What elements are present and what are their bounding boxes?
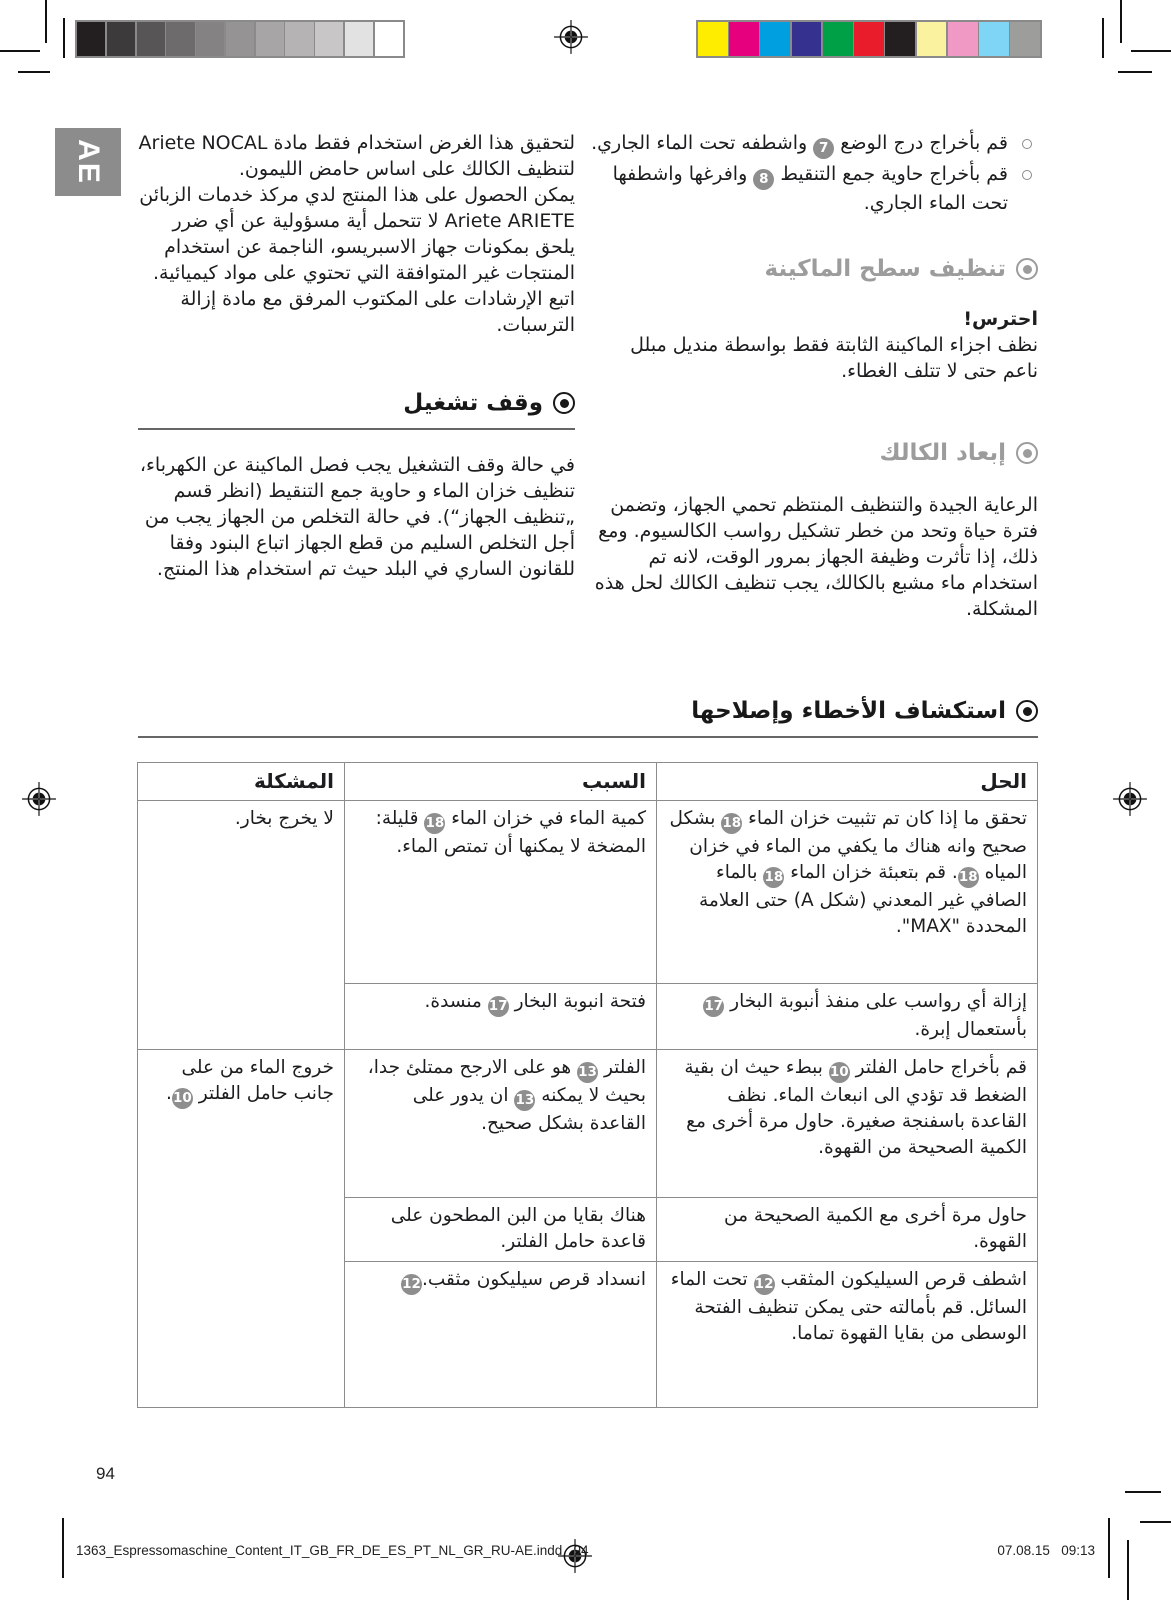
section-heading-shutdown bbox=[138, 390, 575, 430]
rinse-steps-list bbox=[590, 130, 1038, 216]
calibration-swatch bbox=[698, 22, 728, 56]
paragraph: يمكن الحصول على هذا المنتج لدي مركذ خدمات الزبائن Ariete ARIETE لا تتحمل أية مسؤولية عن أي ضرر يلحق بمكونات جهاز الاسبريسو، الناجمة عن استخدام المنتجات غير المتوافقة التي تحتوي على مواد كيميائية. اتبع الإرشادات على المكتوب المرفق مع مادة إزالة الترسبات. bbox=[139, 184, 575, 336]
calibration-swatch bbox=[256, 22, 284, 56]
calibration-swatch bbox=[948, 22, 978, 56]
part-number-badge: 10 bbox=[829, 1062, 850, 1083]
main-content bbox=[138, 130, 1038, 622]
bullseye-icon bbox=[553, 392, 575, 414]
descaling-body: الرعاية الجيدة والتنظيف المنتظم تحمي الجهاز، وتضمن فترة حياة وتحد من خطر تشكيل رواسب الكالسيوم. ومع ذلك، إذا تأثرت وظيفة الجهاز بمرور الوقت، لانه تم استخدام ماء مشبع بالكالك، يجب تنظيف الكالك لحل هذه المشكلة. bbox=[594, 494, 1038, 620]
crop-mark bbox=[1127, 1540, 1129, 1600]
cause-cell: كمية الماء في خزان الماء 18 قليلة: المضخة لا يمكنها أن تمتص الماء. bbox=[345, 801, 657, 984]
part-number-badge: 18 bbox=[424, 813, 445, 834]
column-left bbox=[138, 130, 575, 622]
paragraph: لتحقيق هذا الغرض استخدام فقط مادة Ariete NOCAL لتنظيف الكالك على اساس حامض الليمون. bbox=[138, 132, 575, 180]
crop-mark bbox=[0, 50, 40, 52]
cause-cell: فتحة انبوبة البخار 17 منسدة. bbox=[345, 984, 657, 1050]
shutdown-body: في حالة وقف التشغيل يجب فصل الماكينة عن الكهرباء، تنظيف خزان الماء و حاوية جمع التنقيط (انظر قسم „تنظيف الجهاز“). في حالة التخلص من الجهاز يجب من أجل التخلص السليم من قطع الجهاز اتباع البنود وفقا للقانون الساري في البلد حيث تم استخدام هذا المنتج. bbox=[139, 454, 575, 580]
calibration-swatch bbox=[760, 22, 790, 56]
calibration-swatch bbox=[107, 22, 135, 56]
calibration-swatch bbox=[792, 22, 822, 56]
part-number-badge: 8 bbox=[753, 169, 774, 190]
calibration-swatch bbox=[196, 22, 224, 56]
section-title: تنظيف سطح الماكينة bbox=[764, 256, 1006, 282]
cause-cell: انسداد قرص سيليكون مثقب.12 bbox=[345, 1262, 657, 1408]
section-heading-descaling bbox=[590, 440, 1038, 466]
cause-cell: الفلتر 13 هو على الارجح ممتلئ جدا، بحيث لا يمكنه 13 ان يدور على القاعدة بشكل صحيح. bbox=[345, 1050, 657, 1198]
part-number-badge: 10 bbox=[172, 1088, 193, 1109]
crop-mark bbox=[18, 71, 50, 73]
part-number-badge: 13 bbox=[514, 1090, 535, 1111]
calibration-swatch bbox=[137, 22, 165, 56]
part-number-badge: 7 bbox=[813, 138, 834, 159]
calibration-swatch bbox=[226, 22, 254, 56]
part-number-badge: 18 bbox=[958, 867, 979, 888]
crop-mark bbox=[1125, 1491, 1161, 1493]
page-number: 94 bbox=[96, 1464, 115, 1483]
calibration-swatch bbox=[375, 22, 403, 56]
section-heading-surface-cleaning bbox=[590, 256, 1038, 282]
crop-mark bbox=[63, 18, 65, 58]
problem-cell: خروج الماء من على جانب حامل الفلتر 10. bbox=[138, 1050, 345, 1408]
list-item: قم بأخراج درج الوضع 7 واشطفه تحت الماء الجاري. bbox=[590, 130, 1038, 159]
warning-body: نظف اجزاء الماكينة الثابتة فقط بواسطة منديل مبلل ناعم حتى لا تتلف الغطاء. bbox=[630, 334, 1038, 382]
crop-mark bbox=[1102, 18, 1104, 58]
calibration-swatch bbox=[854, 22, 884, 56]
part-number-badge: 18 bbox=[763, 867, 784, 888]
part-number-badge: 13 bbox=[577, 1062, 598, 1083]
part-number-badge: 12 bbox=[754, 1274, 775, 1295]
part-number-badge: 18 bbox=[721, 813, 742, 834]
table-header-row bbox=[138, 763, 1038, 801]
troubleshooting-table bbox=[137, 762, 1038, 1408]
solution-cell: اشطف قرص السيليكون المثقب 12 تحت الماء السائل. قم بأمالته حتى يمكن تنظيف الفتحة الوسطى من بقايا القهوة تماما. bbox=[657, 1262, 1038, 1408]
registration-mark-icon bbox=[21, 781, 57, 817]
crop-mark bbox=[45, 0, 47, 43]
footer-filename: 1363_Espressomaschine_Content_IT_GB_FR_DE_ES_PT_NL_GR_RU-AE.indd 94 bbox=[76, 1543, 589, 1558]
problem-cell: لا يخرج بخار. bbox=[138, 801, 345, 1050]
calibration-swatch bbox=[729, 22, 759, 56]
calibration-swatch bbox=[166, 22, 194, 56]
grayscale-calibration-bar bbox=[75, 20, 405, 58]
registration-mark-icon bbox=[553, 19, 589, 55]
troubleshooting-section bbox=[138, 698, 1038, 1408]
calibration-swatch bbox=[979, 22, 1009, 56]
crop-mark bbox=[1140, 1521, 1171, 1523]
crop-mark bbox=[1120, 0, 1122, 43]
calibration-swatch bbox=[885, 22, 915, 56]
solution-cell: قم بأخراج حامل الفلتر 10 ببطء حيث ان بقية الضغط قد تؤدي الى انبعاث الماء. نظف القاعدة باسفنجة صغيرة. حاول مرة أخرى مع الكمية الصحيحة من القهوة. bbox=[657, 1050, 1038, 1198]
part-number-badge: 17 bbox=[488, 996, 509, 1017]
color-calibration-bar bbox=[696, 20, 1042, 58]
registration-mark-icon bbox=[1112, 781, 1148, 817]
solution-cell: حاول مرة أخرى مع الكمية الصحيحة من القهوة. bbox=[657, 1198, 1038, 1262]
section-heading-troubleshooting bbox=[138, 698, 1038, 738]
calibration-swatch bbox=[315, 22, 343, 56]
table-row bbox=[138, 1050, 1038, 1198]
solution-cell: تحقق ما إذا كان تم تثبيت خزان الماء 18 بشكل صحيح وانه هناك ما يكفي من الماء في خزان المياه 18. قم بتعبئة خزان الماء 18 بالماء الصافي غير المعدني (شكل A) حتى العلامة المحددة "MAX". bbox=[657, 801, 1038, 984]
column-header-solution: الحل bbox=[657, 763, 1038, 801]
crop-mark bbox=[1118, 71, 1152, 73]
section-title: استكشاف الأخطاء وإصلاحها bbox=[691, 698, 1006, 724]
warning-title: احترس! bbox=[963, 308, 1038, 330]
language-tab-label: AE bbox=[72, 139, 105, 185]
column-header-problem: المشكلة bbox=[138, 763, 345, 801]
bullseye-icon bbox=[1016, 700, 1038, 722]
calibration-swatch bbox=[77, 22, 105, 56]
footer-tick bbox=[62, 1518, 64, 1578]
calibration-swatch bbox=[917, 22, 947, 56]
language-tab bbox=[55, 128, 121, 196]
crop-mark bbox=[1131, 50, 1171, 52]
part-number-badge: 12 bbox=[401, 1274, 422, 1295]
footer-datetime: 07.08.15 09:13 bbox=[997, 1543, 1095, 1558]
list-item: قم بأخراج حاوية جمع التنقيط 8 وافرغها واشطفها تحت الماء الجاري. bbox=[590, 161, 1038, 216]
calibration-swatch bbox=[285, 22, 313, 56]
column-right bbox=[590, 130, 1038, 622]
part-number-badge: 17 bbox=[703, 996, 724, 1017]
section-title: إبعاد الكالك bbox=[879, 440, 1006, 466]
calibration-swatch bbox=[823, 22, 853, 56]
section-title: وقف تشغيل bbox=[403, 390, 543, 416]
table-row bbox=[138, 801, 1038, 984]
column-header-cause: السبب bbox=[345, 763, 657, 801]
solution-cell: إزالة أي رواسب على منفذ أنبوبة البخار 17 بأستعمال إبرة. bbox=[657, 984, 1038, 1050]
calibration-swatch bbox=[1010, 22, 1040, 56]
calibration-swatch bbox=[345, 22, 373, 56]
footer-tick bbox=[1108, 1518, 1110, 1578]
bullseye-icon bbox=[1016, 442, 1038, 464]
bullseye-icon bbox=[1016, 258, 1038, 280]
cause-cell: هناك بقايا من البن المطحون على قاعدة حامل الفلتر. bbox=[345, 1198, 657, 1262]
